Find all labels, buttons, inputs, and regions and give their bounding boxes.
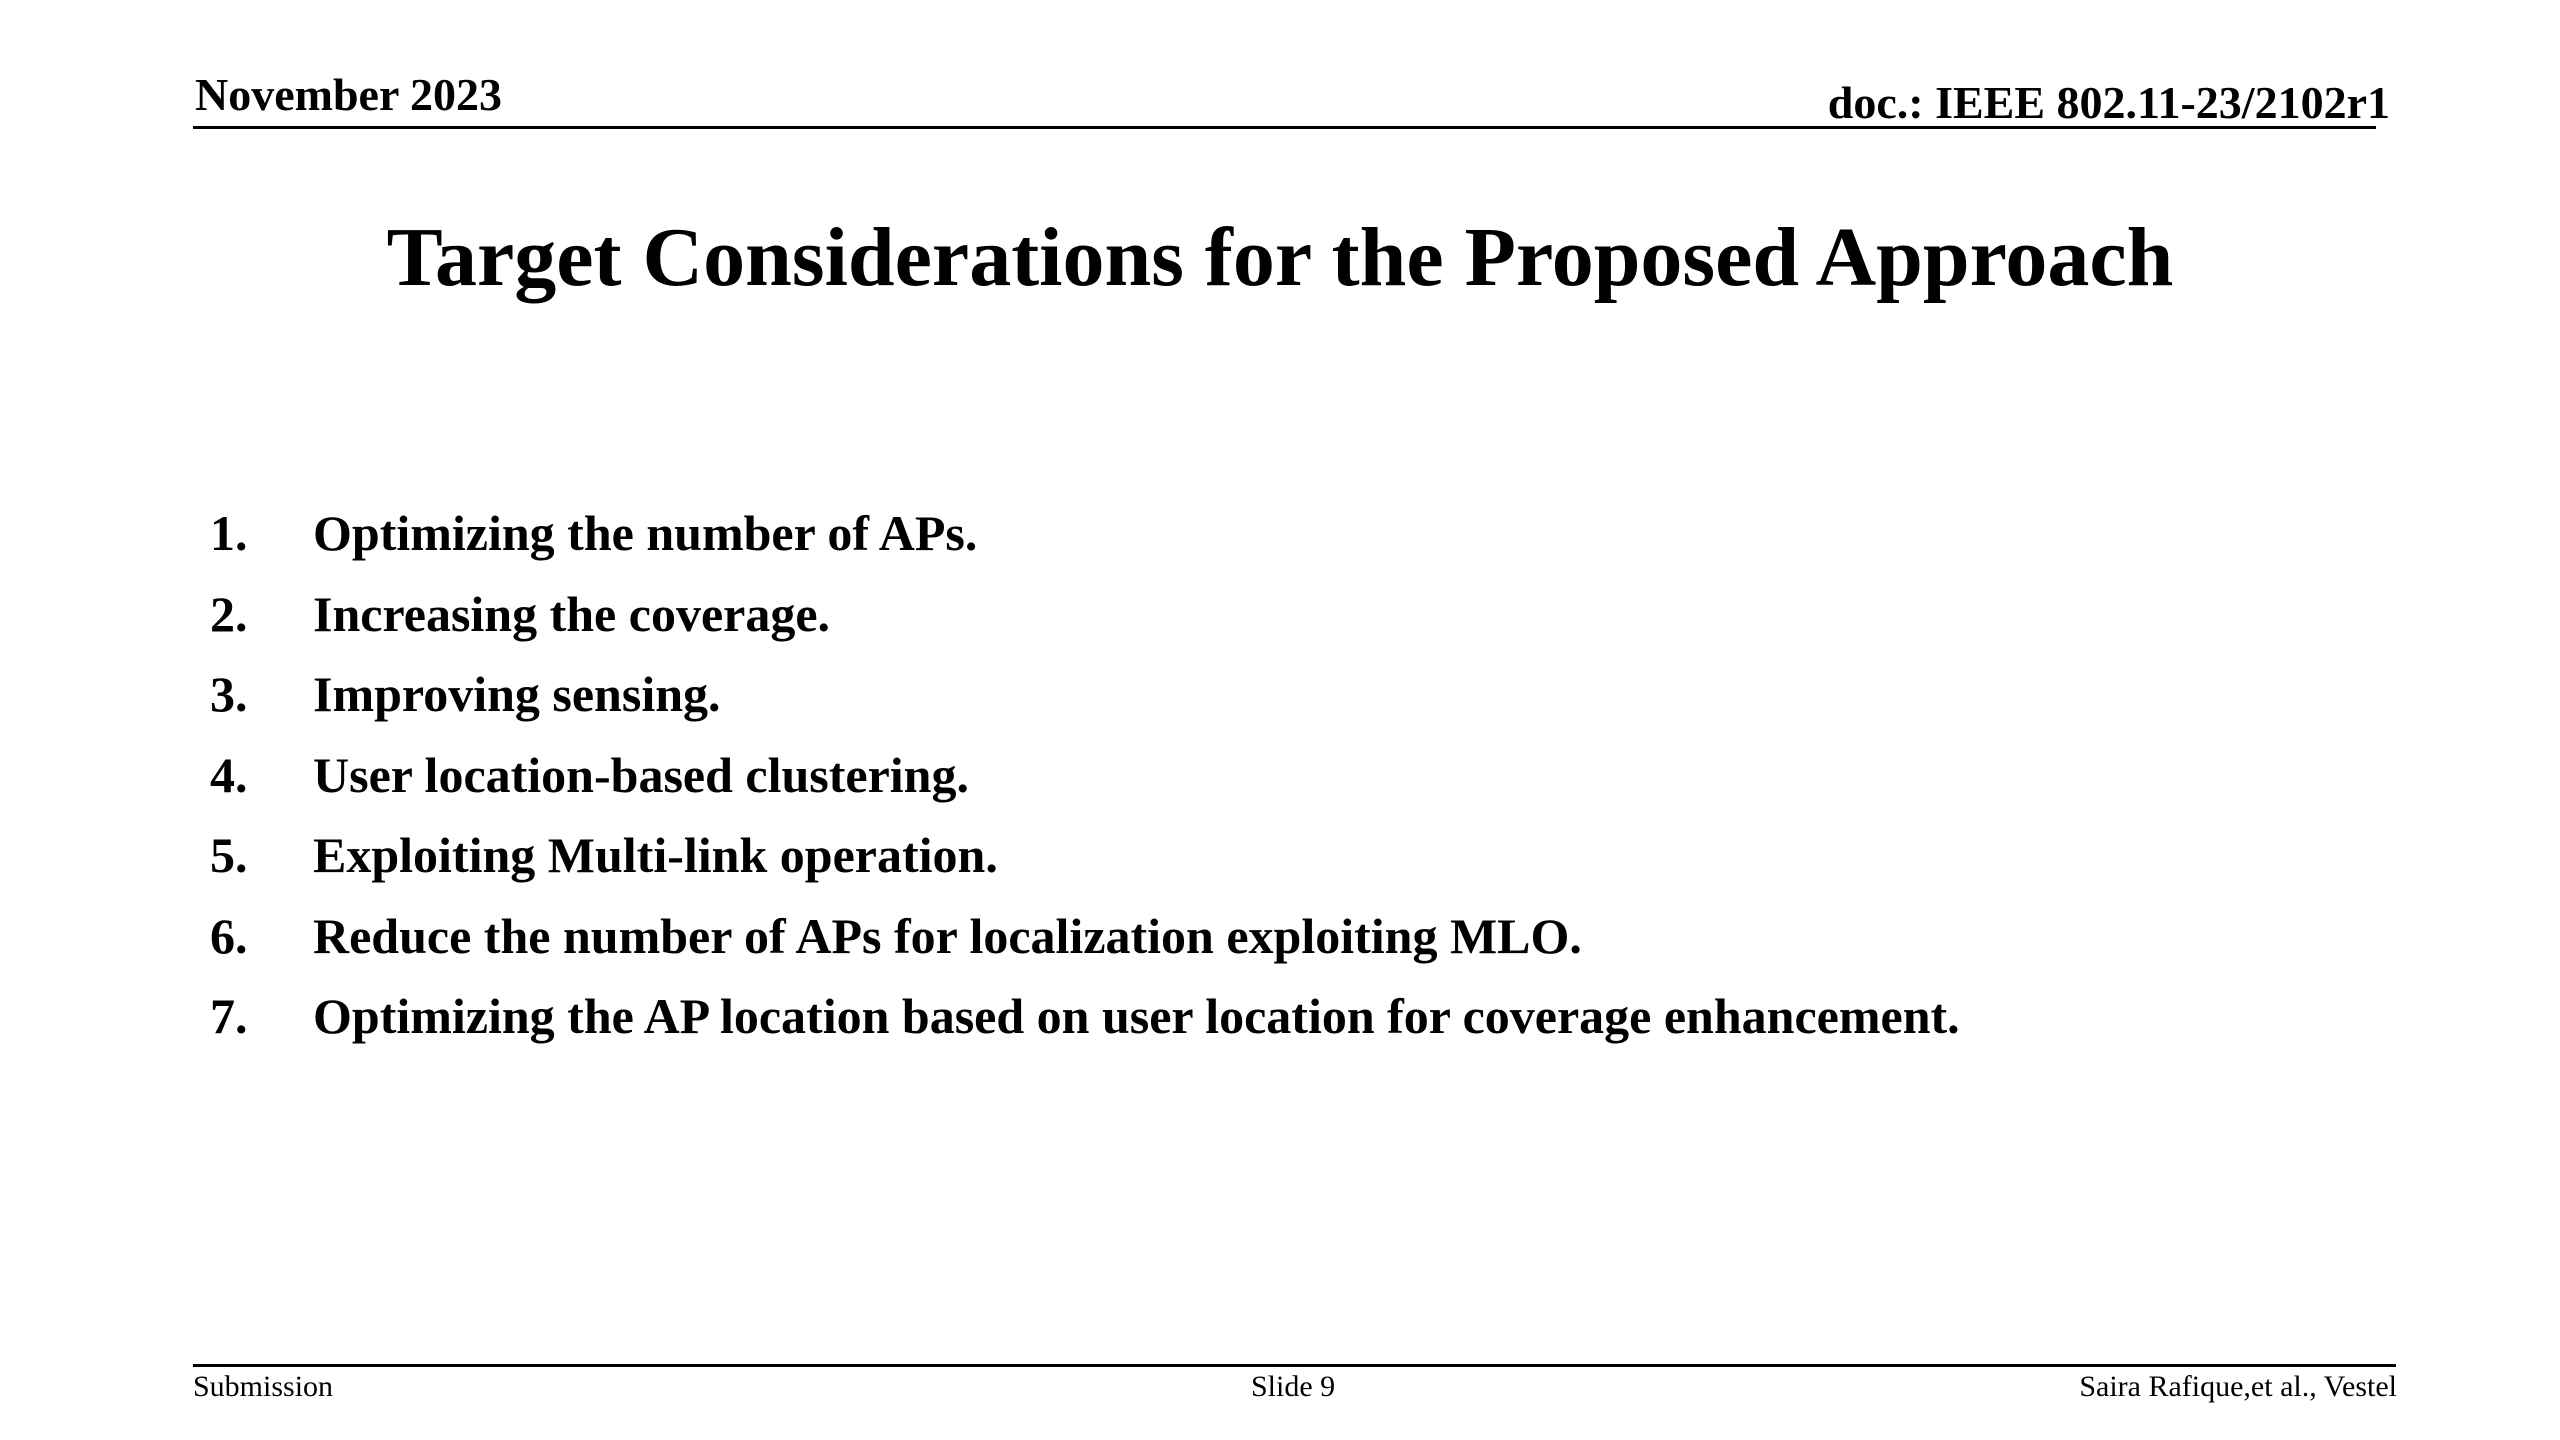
list-item-text: Reduce the number of APs for localization exploiting MLO. [313, 907, 1582, 964]
header-date: November 2023 [195, 69, 503, 120]
list-item-number: 7. [210, 988, 248, 1044]
list-item [210, 907, 1960, 992]
header-divider [193, 126, 2376, 129]
list-item [210, 988, 1960, 1072]
list-item [210, 585, 1960, 670]
considerations-list [210, 505, 1960, 1072]
list-item-number: 2. [210, 585, 248, 642]
footer-slide-number: Slide 9 [1251, 1370, 1336, 1403]
header-doc-id: doc.: IEEE 802.11-23/2102r1 [1827, 77, 2390, 128]
footer-submission: Submission [193, 1370, 334, 1403]
list-item-text: User location-based clustering. [313, 746, 969, 803]
list-item [210, 827, 1960, 911]
slide-title: Target Considerations for the Proposed Approach [386, 211, 2174, 304]
list-item [210, 505, 1960, 589]
footer-authors: Saira Rafique,et al., Vestel [2079, 1370, 2397, 1403]
list-item [210, 746, 1960, 831]
list-item-number: 4. [210, 746, 248, 803]
list-item-text: Exploiting Multi-link operation. [313, 827, 998, 883]
list-item-number: 6. [210, 907, 248, 964]
list-item-text: Optimizing the AP location based on user location for coverage enhancement. [313, 988, 1960, 1044]
list-item-text: Improving sensing. [313, 666, 721, 722]
list-item-text: Increasing the coverage. [313, 585, 831, 642]
list-item-number: 5. [210, 827, 248, 883]
list-item-text: Optimizing the number of APs. [313, 505, 978, 561]
list-item [210, 666, 1960, 750]
footer-divider [193, 1364, 2396, 1367]
list-item-number: 1. [210, 505, 248, 561]
list-item-number: 3. [210, 666, 248, 722]
